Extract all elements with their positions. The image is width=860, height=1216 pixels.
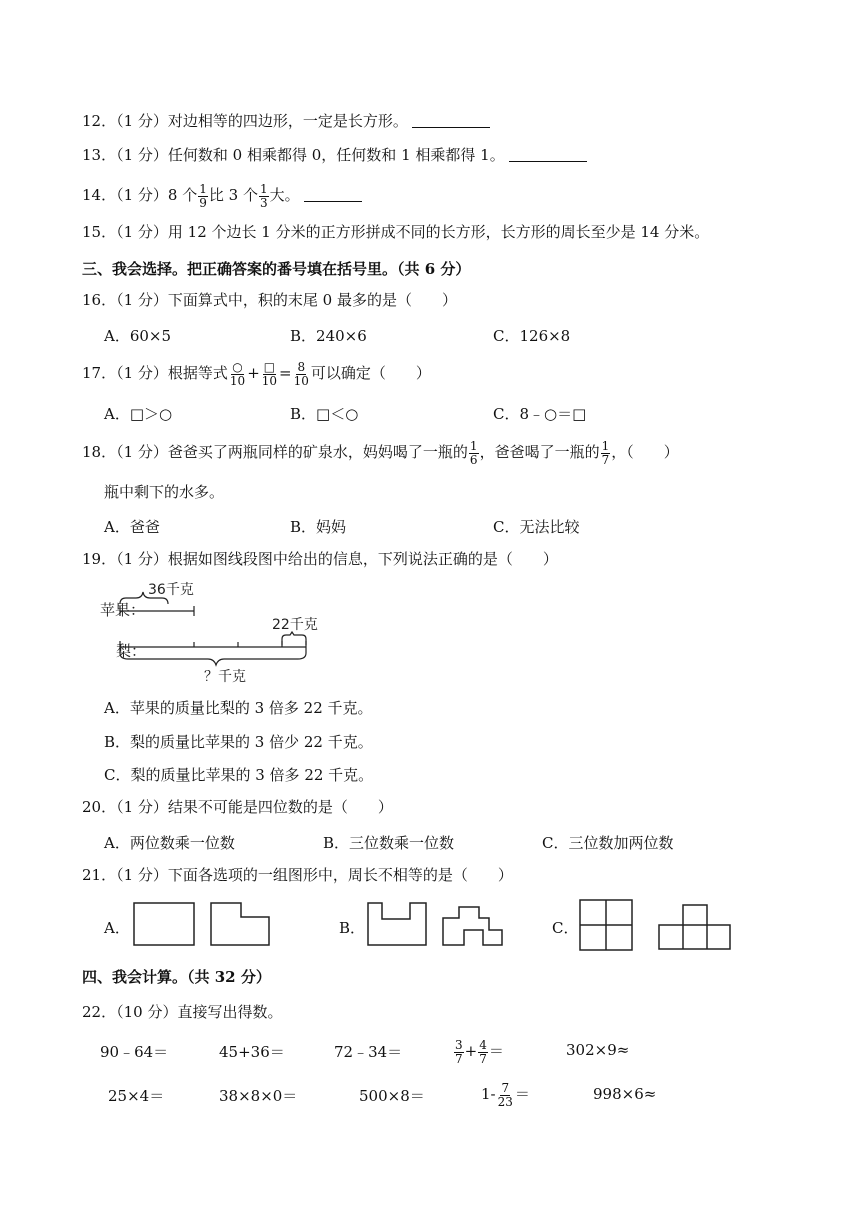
option-a[interactable]: A． [104, 919, 130, 937]
question-text: （1 分）下面算式中，积的末尾 0 最多的是（ ） [116, 291, 457, 309]
extra-brace [282, 632, 306, 645]
question-number: 19． [82, 550, 117, 568]
apple-mass-label: 36千克 [148, 582, 194, 598]
question-text: （1 分）任何数和 0 相乘都得 0，任何数和 1 相乘都得 1。 [116, 146, 505, 164]
question-text: （1 分）下面各选项的一组图形中，周长不相等的是（ ） [116, 866, 513, 884]
calc-item: 25×4＝ [108, 1087, 165, 1105]
pear-bottom-brace [120, 653, 306, 665]
question-text: （10 分）直接写出得数。 [116, 1003, 283, 1021]
extra-mass-label: 22千克 [272, 617, 318, 633]
question-15 [82, 222, 709, 242]
question-16 [82, 290, 457, 310]
option-a[interactable]: A．□＞○ [104, 405, 173, 423]
calc-item: 998×6≈ [593, 1085, 657, 1103]
calc-item: 500×8＝ [359, 1087, 425, 1105]
calc-item: 38×8×0＝ [219, 1087, 298, 1105]
option-c[interactable]: C．梨的质量比苹果的 3 倍多 22 千克。 [104, 766, 374, 784]
pear-label: 梨： [116, 642, 147, 660]
question-text: （1 分）根据如图线段图中给出的信息，下列说法正确的是（ ） [116, 550, 558, 568]
fraction: $\frac{1}{3}$ [259, 181, 268, 210]
calc-item: 90﹣64＝ [100, 1043, 169, 1061]
question-12 [82, 111, 490, 131]
question-number: 20． [82, 798, 117, 816]
option-c[interactable]: C．三位数加两位数 [542, 834, 674, 852]
shape-c-tshape [659, 905, 730, 949]
option-b[interactable]: B．240×6 [290, 327, 367, 345]
calc-item: 72﹣34＝ [334, 1043, 403, 1061]
fraction: $\frac{1}{6}$ [469, 438, 478, 467]
circle-icon: ○ [232, 359, 243, 374]
segment-diagram [100, 577, 330, 687]
option-b[interactable]: B． [339, 919, 366, 937]
option-c[interactable]: C．126×8 [493, 327, 571, 345]
question-20 [82, 797, 393, 817]
answer-blank[interactable] [412, 113, 490, 128]
question-13 [82, 145, 587, 165]
shape-a-rectangle [134, 903, 194, 945]
section-heading-3: 三、我会选择。把正确答案的番号填在括号里。（共 6 分） [82, 260, 471, 278]
fraction: $\frac{○}{10}$ [229, 359, 246, 388]
fraction: $\frac{8}{10}$ [293, 359, 309, 388]
option-b[interactable]: B．□＜○ [290, 405, 359, 423]
option-a[interactable]: A．两位数乘一位数 [104, 834, 235, 852]
shape-b-u [368, 903, 426, 945]
question-18-continued: 瓶中剩下的水多。 [104, 483, 225, 501]
calc-item: 45+36＝ [219, 1043, 285, 1061]
question-21 [82, 865, 513, 885]
question-text: （1 分）8 个 [116, 186, 198, 204]
calc-item-fraction: 1- $\frac{7}{23}$ ＝ [481, 1080, 530, 1109]
option-c[interactable]: C． [552, 919, 579, 937]
option-a[interactable]: A．爸爸 [104, 518, 160, 536]
question-number: 16． [82, 291, 117, 309]
question-number: 21． [82, 866, 117, 884]
option-a[interactable]: A．60×5 [104, 327, 172, 345]
answer-blank[interactable] [509, 147, 587, 162]
question-number: 18． [82, 443, 117, 461]
question-18: 18．（1 分）爸爸买了两瓶同样的矿泉水，妈妈喝了一瓶的 $\frac{1}{6}$ ，爸爸喝了一瓶的 $\frac{1}{7}$ ，（ ） [82, 438, 679, 467]
question-text: （1 分）爸爸买了两瓶同样的矿泉水，妈妈喝了一瓶的 [116, 443, 468, 461]
unknown-mass-label: ？千克 [204, 669, 246, 685]
square-icon: □ [263, 359, 276, 374]
calc-item: 302×9≈ [566, 1041, 630, 1059]
question-17: 17．（1 分）根据等式 $\frac{○}{10}$ + $\frac{□}{10}$ = $\frac{8}{10}$ 可以确定（ ） [82, 359, 431, 388]
answer-blank[interactable] [304, 187, 362, 202]
question-number: 12． [82, 112, 117, 130]
shape-a-notched [211, 903, 269, 945]
question-text: （1 分）用 12 个边长 1 分米的正方形拼成不同的长方形，长方形的周长至少是 14 分米。 [116, 223, 710, 241]
question-14: 14．（1 分）8 个 $\frac{1}{9}$ 比 3 个 $\frac{1}{3}$ 大。 [82, 180, 362, 210]
question-number: 22． [82, 1003, 117, 1021]
question-text: （1 分）根据等式 [116, 364, 228, 382]
option-b[interactable]: B．三位数乘一位数 [323, 834, 455, 852]
option-b[interactable]: B．妈妈 [290, 518, 347, 536]
shape-b-stepped [443, 907, 502, 945]
option-c[interactable]: C．无法比较 [493, 518, 580, 536]
question-19 [82, 549, 558, 569]
question-number: 17． [82, 364, 117, 382]
question-number: 13． [82, 146, 117, 164]
question-text: （1 分）对边相等的四边形，一定是长方形。 [116, 112, 408, 130]
perimeter-shapes [130, 898, 740, 954]
fraction: $\frac{1}{9}$ [199, 181, 207, 210]
option-c[interactable]: C．8﹣○＝□ [493, 405, 587, 423]
question-text: （1 分）结果不可能是四位数的是（ ） [116, 798, 393, 816]
fraction: $\frac{1}{7}$ [601, 438, 610, 467]
calc-item-fraction: $\frac{3}{7}$ + $\frac{4}{7}$ ＝ [455, 1037, 504, 1066]
question-number: 15． [82, 223, 117, 241]
question-22 [82, 1002, 282, 1022]
question-number: 14． [82, 186, 117, 204]
apple-label: 苹果： [100, 601, 146, 619]
section-heading-4: 四、我会计算。（共 32 分） [82, 968, 271, 986]
option-b[interactable]: B．梨的质量比苹果的 3 倍少 22 千克。 [104, 733, 373, 751]
option-a[interactable]: A．苹果的质量比梨的 3 倍多 22 千克。 [104, 699, 373, 717]
fraction: $\frac{□}{10}$ [261, 359, 278, 388]
